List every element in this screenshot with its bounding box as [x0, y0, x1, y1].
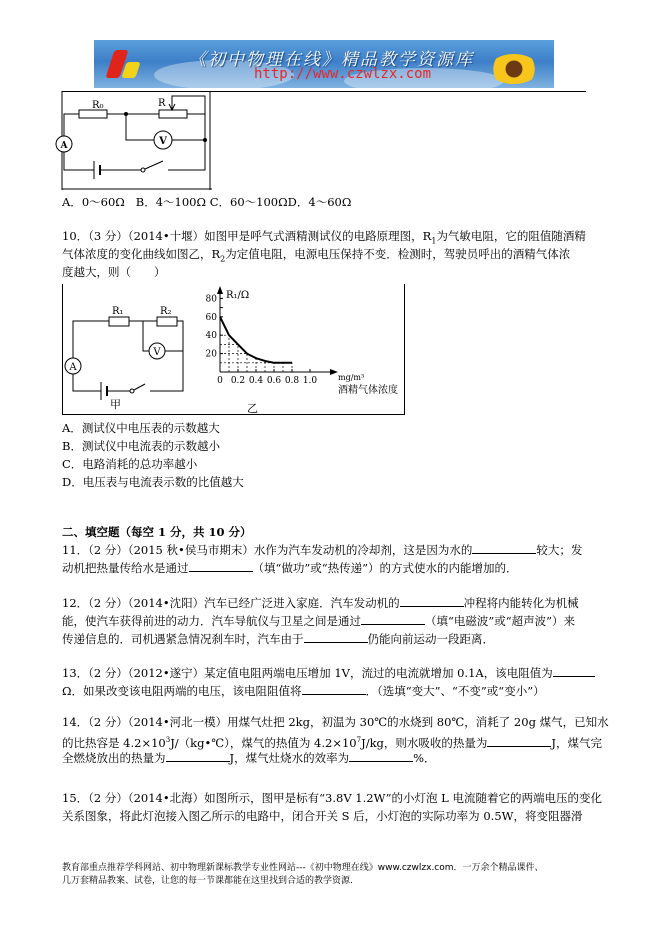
q12-blank-1[interactable]: [400, 594, 464, 607]
header-banner: [94, 40, 554, 88]
section-heading: 二、填空题（每空 1 分，共 10 分）: [62, 525, 252, 539]
q15-line-2: 关系图象，将此灯泡接入图乙所示的电路中，闭合开关 S 后，小灯泡的实际功率为 0.5W，将变阻器滑: [62, 809, 583, 823]
q10-number: 10．: [62, 229, 89, 243]
q10-ammeter-label: A: [69, 362, 77, 373]
graph-x-tick-label: 0.4: [248, 376, 264, 386]
graph-y-label: R₁/Ω: [226, 290, 250, 301]
q11-line-1: 11．（2 分）（2015 秋•侯马市期末）水作为汽车发动机的冷却剂，这是因为水的 较大；发: [62, 543, 583, 557]
q10-source: （3 分）（2014•十堰）: [88, 229, 205, 243]
q13-blank-2[interactable]: [302, 682, 366, 695]
q10-option-d[interactable]: D．电压表与电流表示数的比值越大: [62, 475, 244, 489]
q14-line-1: 14．（2 分）（2014•河北一模）用煤气灶把 2kg，初温为 30℃的水烧到 80℃，消耗了 20g 煤气，已知水: [62, 715, 609, 729]
q13-line-2: Ω．如果改变该电阻两端的电压，该电阻阻值将 ．（选填“变大”、“不变”或“变小”）: [62, 684, 545, 698]
q10-r2-label: R₂: [160, 306, 172, 317]
q11-blank-2[interactable]: [189, 559, 253, 572]
q10-line-2: 气体浓度的变化曲线如图乙，$R_2$为定值电阻，电源电压保持不变．检测时，驾驶员呼出的酒精气体浓: [62, 247, 571, 264]
q10-option-a[interactable]: A．测试仪中电压表的示数越大: [62, 421, 220, 435]
q13-blank-1[interactable]: [553, 664, 595, 677]
q10-option-c[interactable]: C．电路消耗的总功率越小: [62, 457, 198, 471]
q10-circuit-diagram: [63, 296, 198, 411]
q11-blank-1[interactable]: [472, 541, 536, 554]
q10-line-1: 10．（3 分）（2014•十堰）如图甲是呼气式酒精测试仪的电路原理图，$R_1$为气敏电阻，它的阻值随酒精: [62, 229, 586, 246]
q9-option-b[interactable]: B．4～100Ω: [135, 195, 207, 209]
footer-line-1: 教育部重点推荐学科网站、初中物理新课标教学专业性网站---《初中物理在线》www.czwlzx.com．一万余个精品课件、: [62, 863, 544, 873]
banner-title: 《初中物理在线》精品教学资源库: [189, 50, 474, 70]
q12-blank-2[interactable]: [361, 612, 425, 625]
q9-ammeter-label: A: [60, 141, 68, 151]
q14-line-2: 的比热容是 $4.2\times 10^3J/(kg•℃)$，煤气的热值为 $4.2\times 10^7J/kg$，则水吸收的热量为 J，煤气完: [62, 735, 603, 750]
graph-x-tick-label: 0.2: [230, 376, 246, 386]
graph-y-arrow: [217, 286, 223, 294]
q14-blank-3[interactable]: [349, 749, 413, 762]
footer-line-2: 几万套精品教案、试卷，让您的每一节课都能在这里找到合适的教学资源．: [62, 876, 360, 886]
graph-y-tick-label: 80: [205, 294, 217, 305]
q10-option-b[interactable]: B．测试仪中电流表的示数越小: [62, 439, 220, 453]
graph-y-tick-label: 40: [205, 331, 217, 342]
page-footer: [62, 862, 544, 888]
q13-line-1: 13．（2 分）（2012•遂宁）某定值电阻两端电压增加 1V，流过的电流就增加 0.1A，该电阻值为: [62, 664, 595, 682]
graph-x-tick-label: 0.8: [284, 376, 300, 386]
q10-graph-caption: 乙: [247, 402, 258, 415]
graph-x-tick-label: 1.0: [302, 376, 318, 386]
q15-line-1: 15．（2 分）（2014•北海）如图所示，图甲是标有“3.8V 1.2W”的小灯泡 L 电流随着它的两端电压的变化: [62, 791, 602, 805]
q10-line-3: 度越大，则（ ）: [62, 265, 166, 279]
logo-accent: [121, 62, 140, 78]
q10-resistance-graph: [198, 284, 402, 402]
graph-y-tick-label: 20: [205, 349, 217, 360]
graph-x-unit: mg/m³: [338, 373, 365, 382]
graph-x-tick-label: 0: [217, 376, 223, 386]
q9-voltmeter-label: V: [159, 136, 167, 147]
q9-circuit-diagram: [62, 91, 212, 190]
q14-line-3: 全燃烧放出的热量为 J，煤气灶烧水的效率为 %．: [62, 751, 436, 765]
q9-option-a[interactable]: A．0～60Ω: [62, 195, 125, 209]
q12-line-1: 12．（2 分）（2014•沈阳）汽车已经广泛进入家庭．汽车发动机的 冲程将内能转化为机械: [62, 596, 579, 610]
sunflower-icon: [489, 54, 539, 84]
q14-blank-1[interactable]: [487, 734, 551, 747]
graph-x-label: 酒精气体浓度: [338, 385, 398, 396]
q9-option-d[interactable]: D．4～60Ω: [287, 195, 352, 209]
q9-r-label: R: [158, 98, 166, 109]
q14-blank-2[interactable]: [166, 749, 230, 762]
q9-options: [62, 193, 351, 211]
q12-line-2: 能，使汽车获得前进的动力．汽车导航仪与卫星之间是通过 （填“电磁波”或“超声波”）来: [62, 614, 576, 628]
q11-line-2: 动机把热量传给水是通过 （填“做功”或“热传递”）的方式使水的内能增加的．: [62, 561, 518, 575]
banner-url[interactable]: http://www.czwlzx.com: [254, 66, 432, 82]
graph-x-arrow: [330, 369, 338, 375]
q9-option-c[interactable]: C．60～100Ω: [209, 195, 288, 209]
q10-voltmeter-label: V: [153, 347, 161, 358]
graph-curve: [220, 317, 292, 363]
q10-r1-label: R₁: [112, 306, 124, 317]
graph-x-tick-label: 0.6: [266, 376, 282, 386]
q9-r0-label: R₀: [92, 100, 104, 111]
q12-line-3: 传递信息的．司机遇紧急情况刹车时，汽车由于 仍能向前运动一段距离．: [62, 632, 494, 646]
graph-y-tick-label: 60: [205, 312, 217, 323]
q10-circuit-caption: 甲: [110, 398, 121, 411]
q12-blank-3[interactable]: [304, 630, 368, 643]
